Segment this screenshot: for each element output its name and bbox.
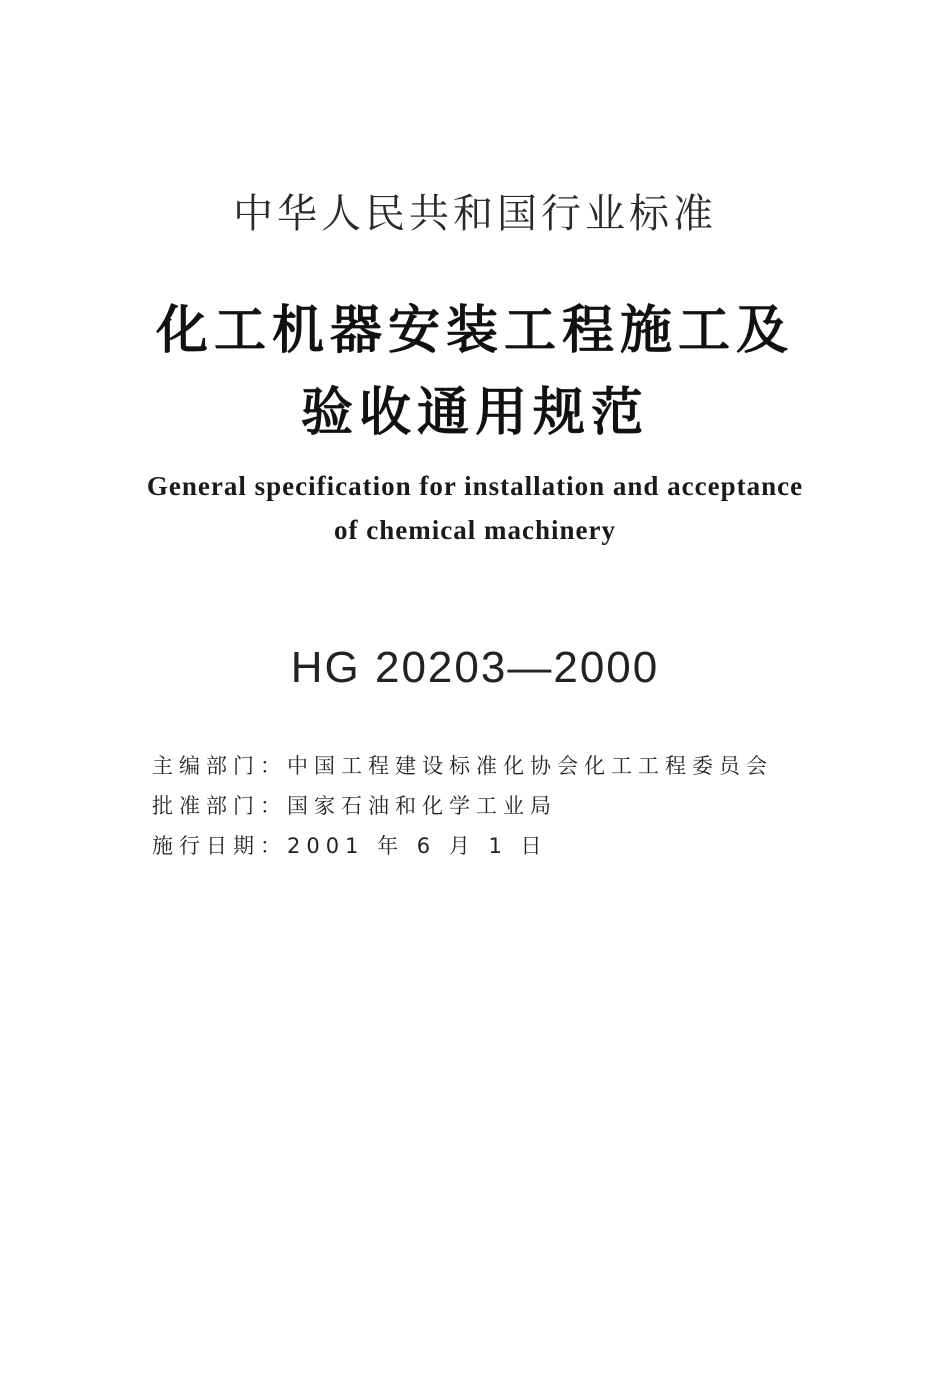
- standard-code: HG 20203—2000: [290, 643, 660, 692]
- effective-date: 施行日期：2001 年 6 月 1 日: [152, 834, 548, 858]
- chinese-title-line-2: 验收通用规范: [300, 383, 649, 443]
- approving-department: 批准部门：国家石油和化学工业局: [152, 794, 557, 818]
- english-title-line-2: of chemical machinery: [334, 515, 616, 545]
- chinese-title-line-1: 化工机器安装工程施工及: [155, 301, 794, 361]
- standard-type-heading: 中华人民共和国行业标准: [233, 191, 717, 237]
- publication-info: [152, 748, 773, 868]
- editing-department: 主编部门：中国工程建设标准化协会化工工程委员会: [152, 754, 773, 778]
- english-title-line-1: General specification for installation and acceptance: [146, 471, 804, 501]
